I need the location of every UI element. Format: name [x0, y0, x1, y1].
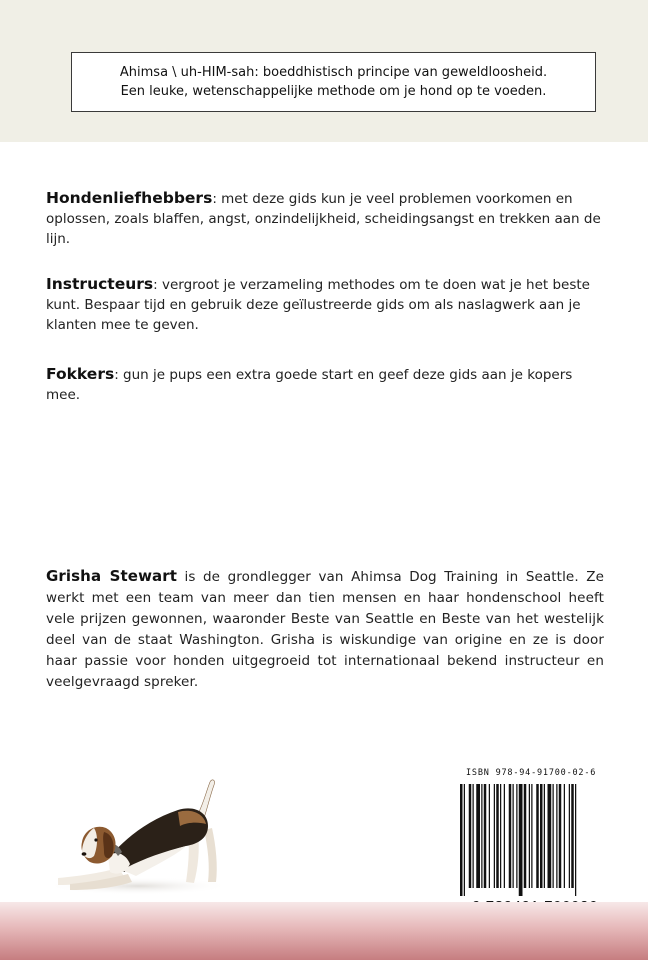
barcode-bar [484, 784, 487, 888]
bottom-band [0, 902, 648, 960]
barcode-bar [559, 784, 562, 888]
definition-box [71, 52, 596, 112]
barcode-bar [464, 784, 465, 896]
audience-lead: Hondenliefhebbers [46, 189, 213, 207]
barcode-bar [529, 784, 530, 888]
barcode-bar [571, 784, 574, 888]
barcode-bar [553, 784, 554, 888]
audience-dog-lovers [46, 188, 606, 249]
barcode-bar [531, 784, 532, 888]
barcode-bar [481, 784, 482, 888]
barcode-bar [509, 784, 512, 888]
author-bio [46, 566, 604, 693]
barcode-bar [544, 784, 545, 888]
audience-breeders [46, 364, 606, 405]
author-name: Grisha Stewart [46, 567, 178, 585]
barcode-bar [548, 784, 552, 888]
barcode-bar [500, 784, 501, 888]
barcode-bar [469, 784, 472, 888]
barcode-bar [540, 784, 543, 888]
dog-illustration [38, 772, 238, 898]
barcode-bar [524, 784, 527, 888]
barcode-bar [564, 784, 565, 888]
barcode-bar [516, 784, 517, 888]
author-bio-text: is de grondlegger van Ahimsa Dog Training in Seattle. Ze werkt met een team van meer dan tien mensen en haar hondenschool heeft vele prijzen gewonnen, waaronder Beste van Seattle en Beste van het westelijk deel van de staat Washington. Grisha is wiskundige van origine en ze is door haar passie voor honden uitgegroeid tot internationaal bekend instructeur en veelgevraagd spreker. [46, 569, 604, 690]
barcode-bar [494, 784, 495, 888]
barcode-bar [513, 784, 514, 888]
barcode-bar [519, 784, 523, 896]
audience-lead: Fokkers [46, 365, 115, 383]
audience-lead: Instructeurs [46, 275, 154, 293]
barcode-bars [460, 784, 610, 896]
barcode-bar [575, 784, 576, 896]
audience-text: : gun je pups een extra goede start en geef deze gids aan je kopers mee. [46, 367, 573, 403]
barcode-bar [460, 784, 463, 896]
barcode-bar [569, 784, 570, 888]
barcode-bar [504, 784, 505, 888]
audience-text: : met deze gids kun je veel problemen voorkomen en oplossen, zoals blaffen, angst, onzindelijkheid, scheidingsangst en trekken aan de lijn. [46, 191, 601, 247]
barcode-bar [473, 784, 474, 888]
audience-text: : vergroot je verzameling methodes om te doen wat je het beste kunt. Bespaar tijd en gebruik deze geïlustreerde gids om als naslagwerk aan je klanten mee te geven. [46, 277, 590, 333]
barcode-bar [536, 784, 539, 888]
barcode-bar [496, 784, 499, 888]
definition-line-2: Een leuke, wetenschappelijke methode om je hond op te voeden. [120, 84, 547, 99]
isbn-label: ISBN 978-94-91700-02-6 [466, 768, 597, 778]
barcode-bar [556, 784, 557, 888]
barcode-bar [489, 784, 490, 888]
barcode-bar [476, 784, 480, 888]
definition-line-1: Ahimsa \ uh-HIM-sah: boeddhistisch principe van geweldloosheid. [119, 65, 548, 80]
audience-instructors [46, 274, 606, 335]
